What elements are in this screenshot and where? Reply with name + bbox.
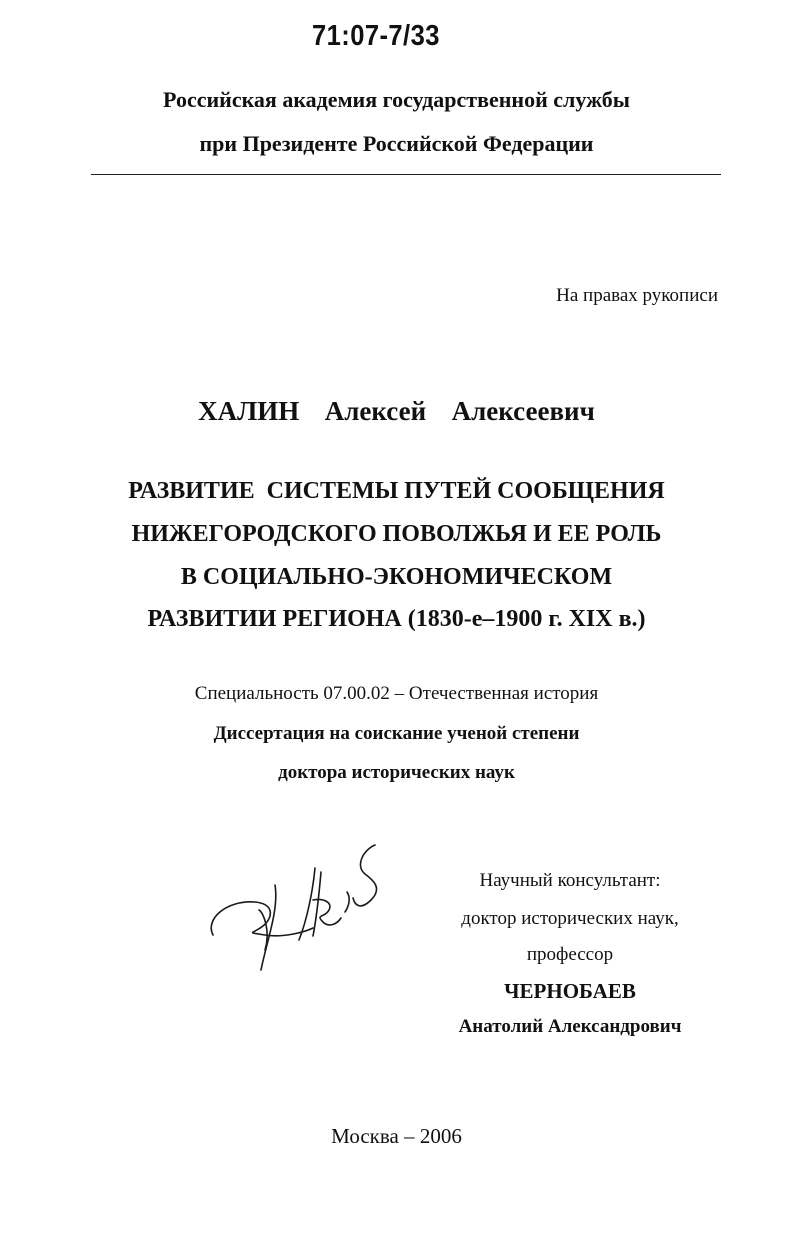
city-year: Москва – 2006: [331, 1124, 462, 1148]
consultant-degree: доктор исторических наук,: [461, 908, 679, 929]
document-code: 71:07-7/33: [312, 20, 440, 52]
title-line: РАЗВИТИИ РЕГИОНА (1830-е–1900 г. XIX в.): [147, 606, 646, 632]
title-line: В СОЦИАЛЬНО-ЭКОНОМИЧЕСКОМ: [180, 564, 613, 590]
specialty: Специальность 07.00.02 – Отечественная история: [194, 683, 599, 704]
consultant-surname: ЧЕРНОБАЕВ: [504, 979, 636, 1003]
dissertation-line-2: доктора исторических наук: [278, 762, 515, 783]
consultant-label: Научный консультант:: [479, 870, 661, 891]
signature-image: [195, 840, 395, 990]
header-divider: [91, 174, 721, 175]
dissertation-line-1: Диссертация на соискание ученой степени: [213, 723, 580, 744]
consultant-name: Анатолий Александрович: [458, 1016, 682, 1037]
manuscript-rights-note: На правах рукописи: [556, 285, 718, 306]
institution-line-2: при Президенте Российской Федерации: [199, 131, 594, 156]
title-line: РАЗВИТИЕ СИСТЕМЫ ПУТЕЙ СООБЩЕНИЯ: [128, 478, 665, 504]
title-line: НИЖЕГОРОДСКОГО ПОВОЛЖЬЯ И ЕЕ РОЛЬ: [131, 521, 662, 547]
consultant-title: профессор: [526, 944, 614, 965]
author-name: ХАЛИН Алексей Алексеевич: [198, 396, 595, 426]
institution-line-1: Российская академия государственной службы: [163, 87, 630, 112]
